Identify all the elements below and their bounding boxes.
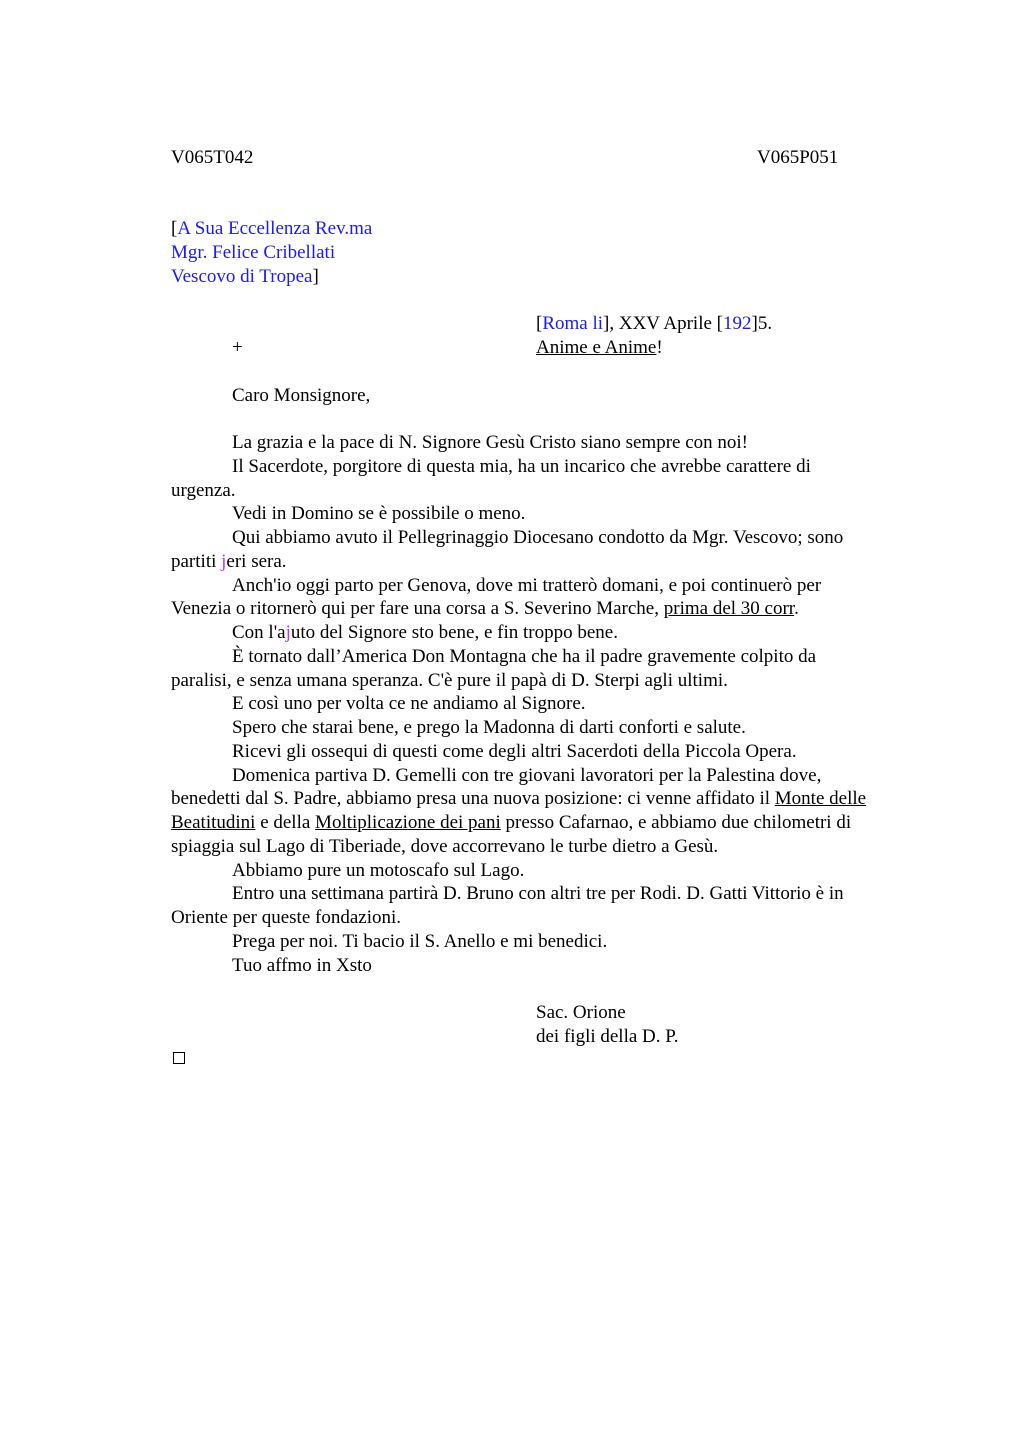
body-line: Spero che starai bene, e prego la Madonna di darti conforti e salute. (232, 717, 746, 738)
body-line: Beatitudini e della Moltiplicazione dei pani presso Cafarnao, e abbiamo due chilometri di (171, 812, 852, 833)
document-code-left: V065T042 (171, 147, 254, 168)
underlined-phrase: Monte delle (774, 788, 867, 809)
underlined-phrase: prima del 30 corr (663, 598, 795, 619)
body-line: È tornato dall’America Don Montagna che ha il padre gravemente colpito da (232, 646, 817, 667)
cross-mark: + (232, 337, 243, 358)
body-line: urgenza. (171, 480, 236, 501)
body-line: Ricevi gli ossequi di questi come degli altri Sacerdoti della Piccola Opera. (232, 741, 797, 762)
signature-title: dei figli della D. P. (536, 1026, 679, 1047)
body-line: Con l'ajuto del Signore sto bene, e fin troppo bene. (232, 622, 618, 643)
underlined-phrase: Moltiplicazione dei pani (315, 812, 501, 833)
body-line: La grazia e la pace di N. Signore Gesù Cristo siano sempre con noi! (232, 432, 749, 453)
body-line: Entro una settimana partirà D. Bruno con altri tre per Rodi. D. Gatti Vittorio è in (232, 883, 844, 904)
body-line: Venezia o ritornerò qui per fare una corsa a S. Severino Marche, prima del 30 corr. (171, 598, 799, 619)
motto-punct: ! (656, 337, 663, 358)
salutation: Caro Monsignore, (232, 385, 371, 406)
document-code-right: V065P051 (757, 147, 839, 168)
dateline-year-prefix: 192 (723, 313, 752, 334)
square-mark-icon (173, 1052, 185, 1064)
address-line-3: Vescovo di Tropea] (171, 266, 319, 287)
body-line: Prega per noi. Ti bacio il S. Anello e mi benedici. (232, 931, 608, 952)
motto-text: Anime e Anime (536, 337, 657, 358)
body-line: Domenica partiva D. Gemelli con tre giovani lavoratori per la Palestina dove, (232, 765, 822, 786)
dateline-date: , XXV Aprile (609, 313, 717, 334)
body-line: Abbiamo pure un motoscafo sul Lago. (232, 860, 525, 881)
body-line: paralisi, e senza umana speranza. C'è pure il papà di D. Sterpi agli ultimi. (171, 670, 728, 691)
dateline: [Roma li], XXV Aprile [192]5. (536, 313, 773, 334)
body-line: Il Sacerdote, porgitore di questa mia, ha un incarico che avrebbe carattere di (232, 456, 811, 477)
body-line: E così uno per volta ce ne andiamo al Signore. (232, 693, 586, 714)
closing-line: Tuo affmo in Xsto (232, 955, 372, 976)
dateline-place: Roma li (542, 313, 604, 334)
body-line: benedetti dal S. Padre, abbiamo presa una nuova posizione: ci venne affidato il Monte delle (171, 788, 867, 809)
underlined-phrase: Beatitudini (171, 812, 256, 833)
variant-letter: j (221, 551, 227, 572)
body-line: spiaggia sul Lago di Tiberiade, dove accorrevano le turbe dietro a Gesù. (171, 836, 719, 857)
body-line: partiti jeri sera. (171, 551, 287, 572)
body-line: Anch'io oggi parto per Genova, dove mi tratterò domani, e poi continuerò per (232, 575, 822, 596)
dateline-year-suffix: 5. (757, 313, 773, 334)
body-line: Qui abbiamo avuto il Pellegrinaggio Diocesano condotto da Mgr. Vescovo; sono (232, 527, 844, 548)
address-line-1: [A Sua Eccellenza Rev.ma (171, 218, 373, 239)
address-see: Vescovo di Tropea (171, 266, 313, 287)
address-line-2: Mgr. Felice Cribellati (171, 242, 336, 263)
body-line: Vedi in Domino se è possibile o meno. (232, 503, 526, 524)
body-line: Oriente per queste fondazioni. (171, 907, 402, 928)
signature-name: Sac. Orione (536, 1002, 626, 1023)
address-recipient: A Sua Eccellenza Rev.ma (177, 218, 373, 239)
variant-letter: j (285, 622, 291, 643)
motto (536, 336, 663, 360)
